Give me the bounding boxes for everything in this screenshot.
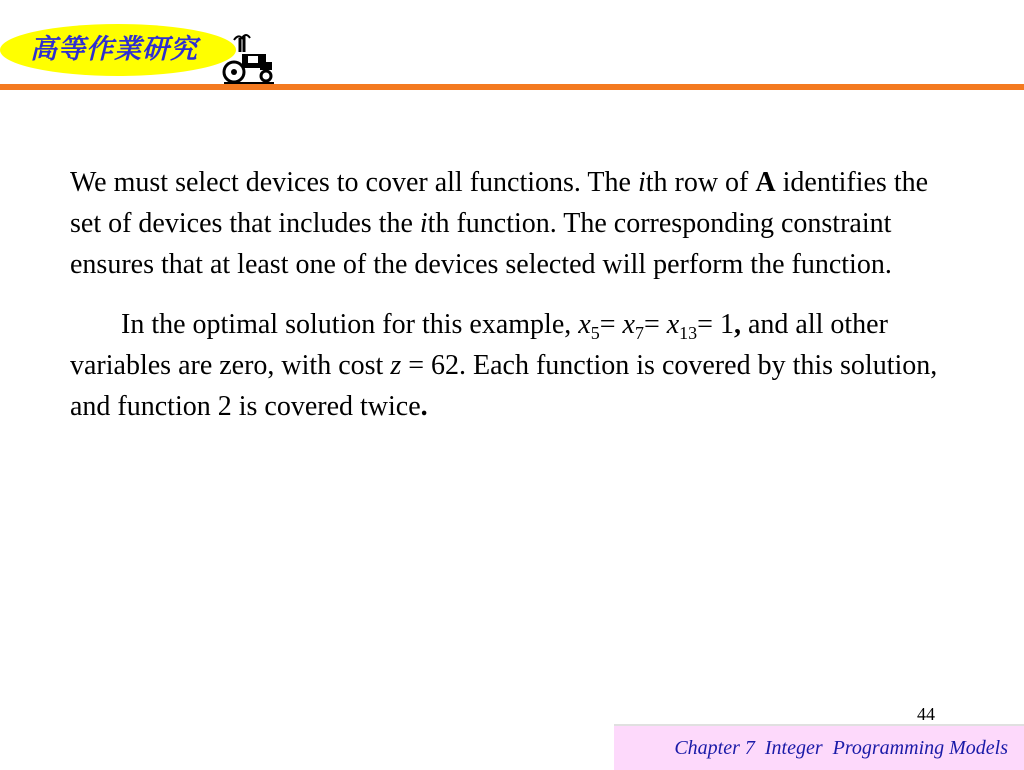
chapter-label: Chapter 7 Integer Programming Models xyxy=(674,737,1008,759)
sub-13: 13 xyxy=(679,323,698,343)
eq-2: = xyxy=(643,309,667,340)
paragraph-2 xyxy=(70,304,960,427)
var-x7: x xyxy=(622,309,635,340)
p1-text-4: th function. The corresponding constraint ensures that at least one of the devices selected will perform the function. xyxy=(70,208,892,280)
p2-text-3: = 62. Each function is covered by this solution, and function 2 is covered twice xyxy=(70,350,938,422)
page-number: 44 xyxy=(917,704,935,724)
matrix-a: A xyxy=(755,167,776,198)
paragraph-1 xyxy=(70,162,960,285)
slide-body xyxy=(70,162,960,427)
var-x13: x xyxy=(666,309,680,340)
p1-italic-i: i xyxy=(637,167,646,198)
p1-text-1: We must select devices to cover all functions. The xyxy=(70,167,638,198)
p2-text-2: and all other variables are zero, with cost xyxy=(70,309,888,381)
header-rule xyxy=(0,84,1024,90)
chapter-footer xyxy=(614,724,1024,770)
bold-period: . xyxy=(420,391,428,422)
p1-text-2: th row of xyxy=(645,167,756,198)
course-title: 高等作業研究 xyxy=(30,34,198,65)
bold-comma: , xyxy=(733,309,741,340)
p1-italic-i-2: i xyxy=(419,208,428,239)
tractor-icon xyxy=(220,30,276,86)
slide-header xyxy=(0,0,1024,95)
sub-7: 7 xyxy=(634,323,644,343)
p1-text-3: identifies the set of devices that includes the xyxy=(70,167,929,239)
eq-3: = 1 xyxy=(697,309,734,340)
var-x5: x xyxy=(578,309,591,340)
p2-text-1: In the optimal solution for this example, xyxy=(121,309,579,340)
sub-5: 5 xyxy=(590,323,600,343)
var-z: z xyxy=(390,350,402,381)
eq-1: = xyxy=(599,309,623,340)
